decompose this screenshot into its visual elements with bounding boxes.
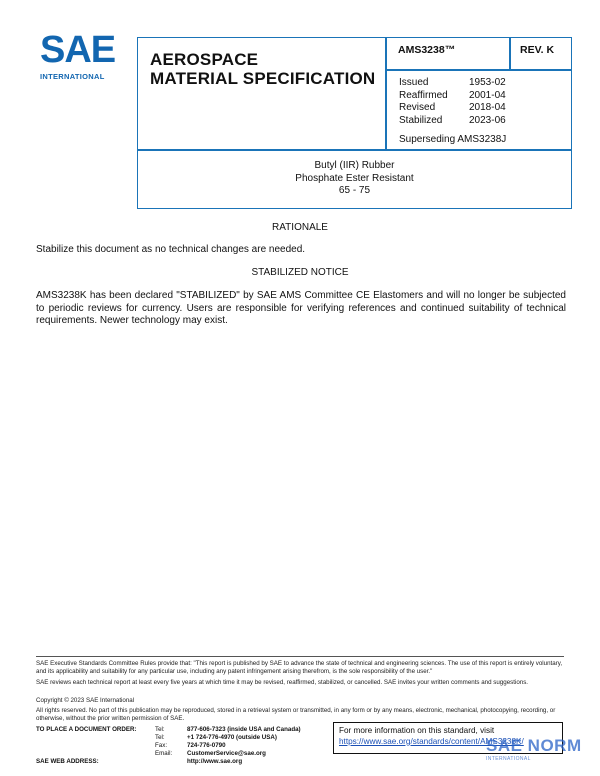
superseding-note: Superseding AMS3238J — [399, 134, 507, 145]
more-info-text: For more information on this standard, visit — [339, 726, 495, 735]
review-policy-text: SAE reviews each technical report at least every five years at which time it may be revised, reaffirmed, stabilized, or cancelled. SAE invites your written comments and suggestions. — [36, 679, 529, 686]
standard-url-link[interactable]: https://www.sae.org/standards/content/AMS3238K/ — [339, 736, 524, 746]
date-list — [399, 77, 506, 127]
copyright-text: Copyright © 2023 SAE International — [36, 697, 135, 704]
phone-intl[interactable]: +1 724-776-4970 (outside USA) — [187, 734, 277, 741]
document-type-title: AEROSPACE MATERIAL SPECIFICATION — [150, 50, 376, 88]
contact-list: Tel: 877-606-7323 (inside USA and Canada) Tel: +1 724-776-4970 (outside USA) Fax: 724-776-0790 Email: CustomerService@sae.org http://www.sae.org — [155, 726, 301, 765]
footer-divider — [36, 656, 564, 657]
header-divider-vertical — [385, 37, 387, 150]
phone-us[interactable]: 877-606-7323 (inside USA and Canada) — [187, 726, 301, 733]
document-subject: Butyl (IIR) Rubber Phosphate Ester Resistant 65 - 75 — [295, 160, 414, 196]
email-link[interactable]: CustomerService@sae.org — [187, 750, 266, 757]
order-labels: TO PLACE A DOCUMENT ORDER: SAE WEB ADDRESS: — [36, 726, 137, 765]
watermark: SAE NORM — [486, 736, 582, 755]
date-row: Reaffirmed 2001-04 — [399, 89, 506, 101]
date-row: Issued 1953-02 — [399, 77, 506, 88]
rationale-text: Stabilize this document as no technical changes are needed. — [36, 244, 306, 255]
committee-rules-text: SAE Executive Standards Committee Rules provide that: "This report is published by SAE to advance the state of technical and engineering sciences. The use of this report is entirely voluntary, and its applicability and suitability for any particular use, including any patent infringement arising therefrom, is the sole responsibility of the user." — [36, 660, 563, 675]
rationale-heading: RATIONALE — [272, 222, 328, 233]
date-row: Revised 2018-04 — [399, 102, 506, 113]
stabilized-notice-heading: STABILIZED NOTICE — [251, 267, 349, 278]
document-number: AMS3238™ — [398, 44, 456, 56]
rights-text: All rights reserved. No part of this publication may be reproduced, stored in a retrieval system or transmitted, in any form or by any means, electronic, mechanical, photocopying, recording, or otherwise, without the prior written permission of SAE. — [36, 707, 556, 722]
watermark-subtitle: INTERNATIONAL — [486, 756, 531, 762]
date-row: Stabilized 2023-06 — [399, 114, 506, 126]
sae-logo-subtitle: INTERNATIONAL — [40, 72, 105, 81]
sae-logo: SAE — [40, 29, 116, 71]
header-divider-rev — [509, 37, 511, 70]
website-link[interactable]: http://www.sae.org — [187, 758, 243, 765]
stabilized-notice-text: AMS3238K has been declared "STABILIZED" by SAE AMS Committee CE Elastomers and will no longer be subjected to periodic reviews for currency. Users are responsible for verifying references and continued suitability of technical requirements. Newer technology may exist. — [36, 290, 566, 326]
header-divider-docnum — [385, 69, 572, 71]
fax-number: 724-776-0790 — [187, 742, 226, 749]
revision-label: REV. K — [520, 44, 555, 56]
header-divider-subject — [137, 149, 572, 151]
